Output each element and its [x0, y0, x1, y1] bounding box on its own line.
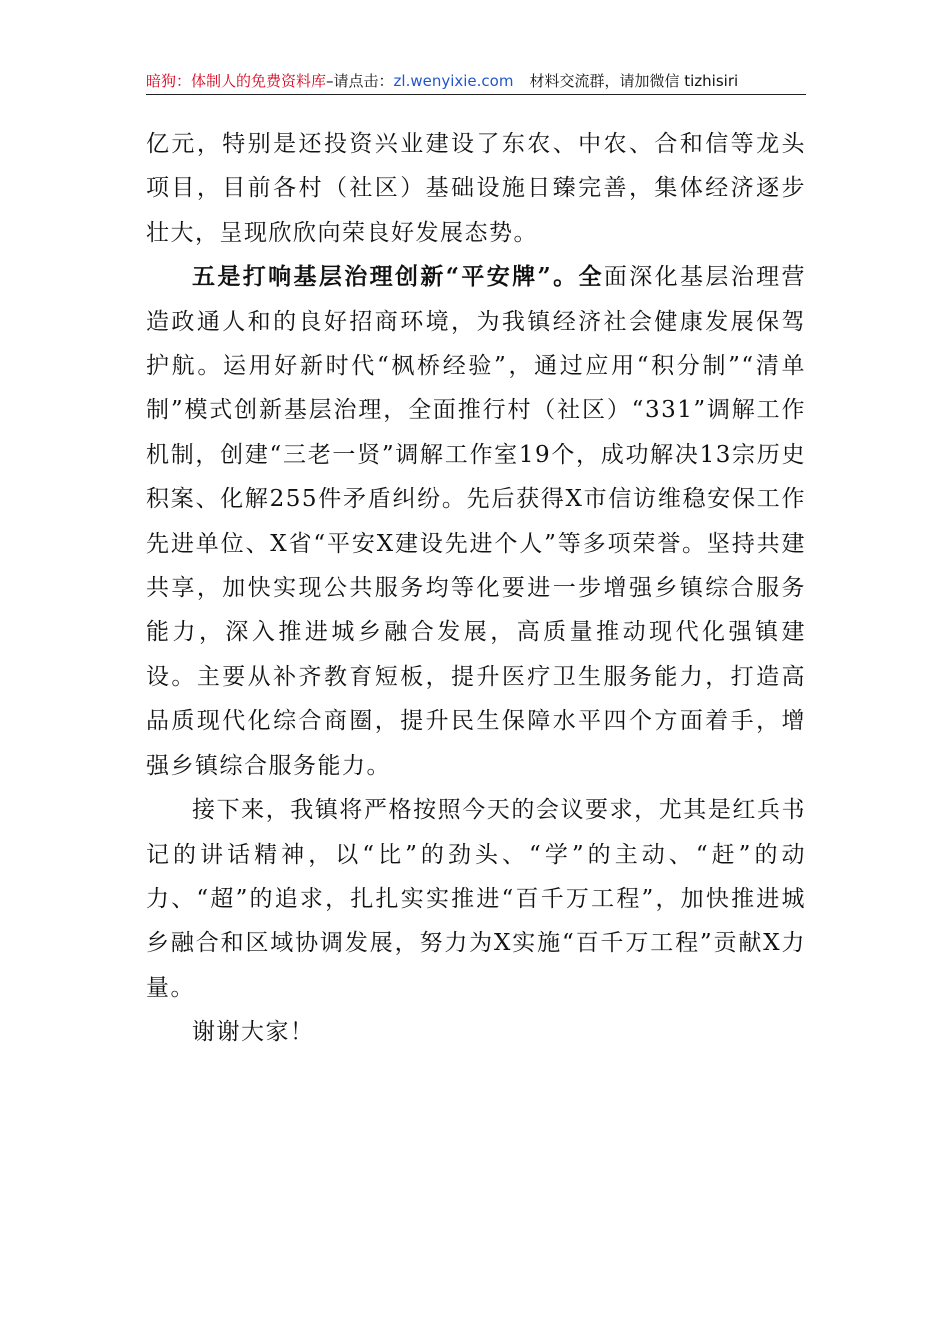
paragraph-governance — [146, 255, 806, 788]
page-header — [146, 68, 806, 95]
header-url-link[interactable]: zl.wenyixie.com — [393, 72, 514, 90]
header-contact: 材料交流群，请加微信 tizhisiri — [529, 72, 739, 90]
paragraph-next-steps: 接下来，我镇将严格按照今天的会议要求，尤其是红兵书记的讲话精神，以“比”的劲头、“学”的主动、“赶”的动力、“超”的追求，扎扎实实推进“百千万工程”，加快推进城乡融合和区域协调发展，努力为X实施“百千万工程”贡献X力量。 — [146, 797, 806, 1001]
document-body — [146, 122, 806, 1055]
header-brand: 暗狗：体制人的免费资料库 — [146, 72, 327, 90]
paragraph-governance-text: 面深化基层治理营造政通人和的良好招商环境，为我镇经济社会健康发展保驾护航。运用好新时代“枫桥经验”，通过应用“积分制”“清单制”模式创新基层治理，全面推行村（社区）“331”调解工作机制，创建“三老一贤”调解工作室19个，成功解决13宗历史积案、化解255件矛盾纠纷。先后获得X市信访维稳安保工作先进单位、X省“平安X建设先进个人”等多项荣誉。坚持共建共享，加快实现公共服务均等化要进一步增强乡镇综合服务能力，深入推进城乡融合发展，高质量推动现代化强镇建设。主要从补齐教育短板，提升医疗卫生服务能力，打造高品质现代化综合商圈，提升民生保障水平四个方面着手，增强乡镇综合服务能力。 — [146, 264, 806, 779]
paragraph-continuation: 亿元，特别是还投资兴业建设了东农、中农、合和信等龙头项目，目前各村（社区）基础设施日臻完善，集体经济逐步壮大，呈现欣欣向荣良好发展态势。 — [146, 131, 806, 246]
paragraph-closing: 谢谢大家！ — [192, 1019, 315, 1046]
paragraph-heading: 五是打响基层治理创新“平安牌”。全 — [192, 263, 604, 291]
header-prompt: –请点击： — [326, 72, 394, 90]
